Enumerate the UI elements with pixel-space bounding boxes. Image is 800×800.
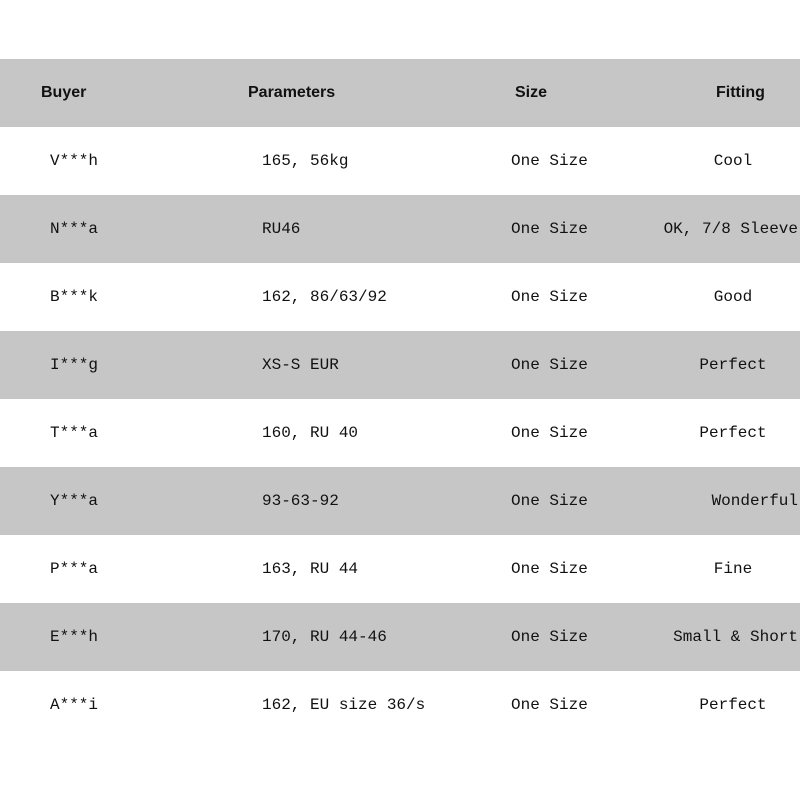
- table-row: [0, 535, 800, 603]
- cell-buyer: P***a: [50, 560, 99, 578]
- cell-parameters: 162, 86/63/92: [262, 288, 387, 306]
- header-fitting: Fitting: [716, 84, 765, 101]
- cell-size: One Size: [511, 628, 588, 646]
- table-row: [0, 467, 800, 535]
- cell-size: One Size: [511, 492, 588, 510]
- cell-parameters: 162, EU size 36/s: [262, 696, 426, 714]
- header-size: Size: [515, 84, 548, 101]
- size-feedback-table: [0, 59, 800, 739]
- cell-size: One Size: [511, 288, 588, 306]
- cell-parameters: 93-63-92: [262, 492, 339, 510]
- table-row: [0, 331, 800, 399]
- cell-buyer: B***k: [50, 288, 99, 306]
- cell-parameters: 163, RU 44: [262, 560, 359, 578]
- cell-size: One Size: [511, 696, 588, 714]
- header-buyer: Buyer: [41, 84, 87, 101]
- cell-fitting: Wonderful: [711, 492, 798, 510]
- cell-fitting: Fine: [713, 560, 753, 578]
- table-row: [0, 603, 800, 671]
- cell-parameters: 160, RU 40: [262, 424, 359, 442]
- cell-fitting: Good: [713, 288, 753, 306]
- cell-fitting: Perfect: [699, 696, 767, 714]
- table-row: [0, 127, 800, 195]
- cell-parameters: 165, 56kg: [262, 152, 349, 170]
- cell-size: One Size: [511, 424, 588, 442]
- cell-buyer: V***h: [50, 152, 99, 170]
- header-parameters: Parameters: [248, 84, 336, 101]
- cell-buyer: A***i: [50, 696, 99, 714]
- cell-buyer: Y***a: [50, 492, 99, 510]
- cell-size: One Size: [511, 356, 588, 374]
- table-row: [0, 671, 800, 739]
- cell-buyer: N***a: [50, 220, 99, 238]
- cell-size: One Size: [511, 220, 588, 238]
- cell-fitting: OK, 7/8 Sleeve: [663, 220, 798, 238]
- table-row: [0, 399, 800, 467]
- cell-fitting: Perfect: [699, 356, 767, 374]
- cell-buyer: E***h: [50, 628, 99, 646]
- table-row: [0, 195, 800, 263]
- table-header-row: [0, 59, 800, 127]
- cell-buyer: T***a: [50, 424, 99, 442]
- cell-parameters: RU46: [262, 220, 301, 238]
- cell-buyer: I***g: [50, 356, 99, 374]
- cell-fitting: Perfect: [699, 424, 767, 442]
- cell-size: One Size: [511, 152, 588, 170]
- cell-fitting: Small & Short: [673, 628, 798, 646]
- table-row: [0, 263, 800, 331]
- cell-parameters: 170, RU 44-46: [262, 628, 387, 646]
- cell-parameters: XS-S EUR: [262, 356, 339, 374]
- cell-size: One Size: [511, 560, 588, 578]
- cell-fitting: Cool: [713, 152, 753, 170]
